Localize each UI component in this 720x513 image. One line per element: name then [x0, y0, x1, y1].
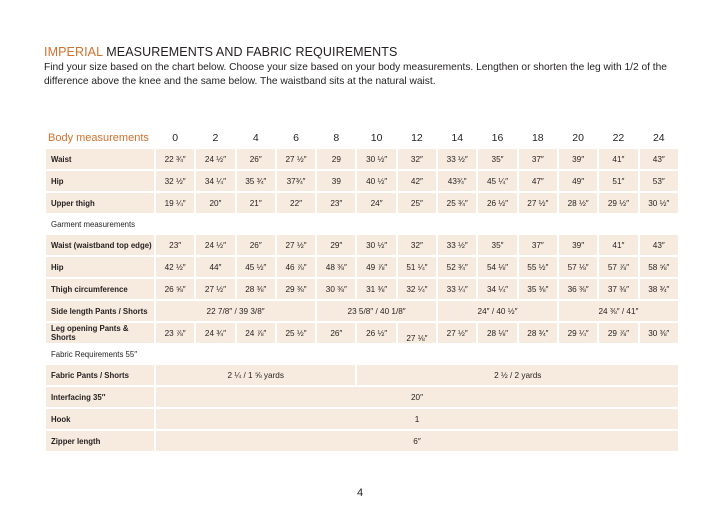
table-cell: 36 ⅜″	[559, 279, 597, 299]
table-cell: 26 ½″	[478, 193, 516, 213]
table-cell: 32 ¼″	[398, 279, 436, 299]
table-cell: 35″	[478, 235, 516, 255]
table-cell: 43¾″	[438, 171, 476, 191]
table-cell: 48 ⅜″	[317, 257, 355, 277]
table-cell: 53″	[640, 171, 678, 191]
merged-cell: 23 5/8″ / 40 1/8″	[317, 301, 436, 321]
table-cell: 51 ¼″	[398, 257, 436, 277]
table-cell: 30 ⅜″	[317, 279, 355, 299]
table-cell: 26″	[237, 149, 275, 169]
table-cell: 24 ¾″	[196, 323, 234, 343]
body-measurements-header: Body measurements	[48, 131, 149, 144]
size-chart-table	[44, 126, 680, 453]
table-cell: 23″	[317, 193, 355, 213]
table-cell: 29 ½″	[599, 193, 637, 213]
size-header: 2	[212, 131, 219, 144]
table-cell: 38 ¾″	[640, 279, 678, 299]
table-cell: 54 ⅛″	[478, 257, 516, 277]
size-header: 20	[572, 131, 584, 144]
table-cell: 37¾″	[277, 171, 315, 191]
page-heading	[44, 45, 397, 59]
table-cell: 37 ⅜″	[599, 279, 637, 299]
table-cell: 27 ½″	[196, 279, 234, 299]
row-label: Zipper length	[46, 431, 154, 451]
table-cell: 28 ¾″	[519, 323, 557, 343]
merged-cell: 24″ / 40 ½″	[438, 301, 557, 321]
table-cell: 30 ⅜″	[640, 323, 678, 343]
table-row	[46, 149, 678, 169]
table-cell: 25″	[398, 193, 436, 213]
table-cell: 21″	[237, 193, 275, 213]
size-header-row	[46, 128, 678, 147]
row-label: Hip	[46, 171, 154, 191]
table-row	[46, 171, 678, 191]
table-cell: 29	[317, 149, 355, 169]
merged-cell: 2 ¼ / 1 ⅝ yards	[156, 365, 355, 385]
table-cell: 34 ¼″	[196, 171, 234, 191]
table-cell: 52 ¾″	[438, 257, 476, 277]
table-row	[46, 279, 678, 299]
table-cell: 32″	[398, 149, 436, 169]
table-cell: 33 ¼″	[438, 279, 476, 299]
table-cell: 33 ½″	[438, 235, 476, 255]
table-row	[46, 387, 678, 407]
table-cell: 28 ⅛″	[478, 323, 516, 343]
table-cell: 39″	[559, 149, 597, 169]
table-cell: 47″	[519, 171, 557, 191]
row-label: Interfacing 35″	[46, 387, 154, 407]
table-cell: 28 ⅜″	[237, 279, 275, 299]
table-cell: 42″	[398, 171, 436, 191]
intro-text: Find your size based on the chart below. Choose your size based on your body measurements. Lengthen or shorten the leg with 1/2 of the difference above the knee and the same below. The waistband sits at the natural waist.	[44, 62, 667, 87]
row-label: Hook	[46, 409, 154, 429]
table-cell: 32″	[398, 235, 436, 255]
table-cell: 26″	[317, 323, 355, 343]
table-row	[46, 409, 678, 429]
table-row	[46, 365, 678, 385]
table-cell: 58 ⅝″	[640, 257, 678, 277]
size-header: 0	[172, 131, 179, 144]
section-row	[46, 345, 678, 363]
size-header: 6	[293, 131, 299, 144]
table-cell: 27 ½″	[438, 323, 476, 343]
table-cell: 26 ½″	[357, 323, 395, 343]
table-cell: 40 ½″	[357, 171, 395, 191]
merged-cell: 1	[156, 409, 678, 429]
merged-cell: 20″	[156, 387, 678, 407]
table-cell: 35 ⅜″	[519, 279, 557, 299]
table-cell: 32 ½″	[156, 171, 194, 191]
table-cell: 41″	[599, 149, 637, 169]
table-cell: 29 ⅞″	[599, 323, 637, 343]
page-number: 4	[356, 487, 364, 499]
table-cell: 34 ¼″	[478, 279, 516, 299]
table-cell: 41″	[599, 235, 637, 255]
table-cell: 27 ½″	[519, 193, 557, 213]
table-cell: 23 ⅞″	[156, 323, 194, 343]
table-cell: 29 ⅜″	[277, 279, 315, 299]
table-cell: 57 ⅞″	[599, 257, 637, 277]
table-cell: 39″	[559, 235, 597, 255]
size-header: 14	[451, 131, 464, 144]
table-cell: 22″	[277, 193, 315, 213]
table-cell: 26″	[237, 235, 275, 255]
table-cell: 45 ¼″	[478, 171, 516, 191]
table-cell: 25 ½″	[277, 323, 315, 343]
table-cell: 23″	[156, 235, 194, 255]
garment-measurements-title: Garment measurements	[46, 215, 678, 233]
table-cell: 24 ½″	[196, 149, 234, 169]
table-cell: 57 ⅛″	[559, 257, 597, 277]
table-cell: 20″	[196, 193, 234, 213]
table-cell: 35″	[478, 149, 516, 169]
merged-cell: 24 ⅜″ / 41″	[559, 301, 678, 321]
size-header: 8	[333, 131, 340, 144]
size-header: 16	[491, 131, 504, 144]
table-cell: 19 ¼″	[156, 193, 194, 213]
table-cell: 46 ⅞″	[277, 257, 315, 277]
table-cell: 25 ¾″	[438, 193, 476, 213]
table-row	[46, 301, 678, 321]
section-row	[46, 215, 678, 233]
row-label: Waist	[46, 149, 154, 169]
table-cell: 24 ½″	[196, 235, 234, 255]
table-cell: 33 ½″	[438, 149, 476, 169]
table-cell: 51″	[599, 171, 637, 191]
table-row	[46, 257, 678, 277]
table-cell: 27 ½″	[277, 149, 315, 169]
heading-rest: MEASUREMENTS AND FABRIC REQUIREMENTS	[102, 45, 398, 59]
size-header: 10	[370, 131, 383, 144]
table-cell: 37″	[519, 235, 557, 255]
table-row	[46, 431, 678, 451]
table-cell: 30 ½″	[640, 193, 678, 213]
size-header: 22	[612, 131, 625, 144]
row-label: Side length Pants / Shorts	[46, 301, 154, 321]
table-cell: 30 ½″	[357, 235, 395, 255]
table-cell: 29 ¼″	[559, 323, 597, 343]
row-label: Hip	[46, 257, 154, 277]
table-cell: 24 ⅞″	[237, 323, 275, 343]
heading-accent: IMPERIAL	[44, 45, 103, 59]
table-row	[46, 323, 678, 343]
table-cell: 49″	[559, 171, 597, 191]
row-label: Upper thigh	[46, 193, 154, 213]
table-cell: 31 ⅜″	[357, 279, 395, 299]
table-cell: 27 ½″	[277, 235, 315, 255]
table-cell: 55 ½″	[519, 257, 557, 277]
size-header: 24	[652, 131, 665, 144]
table-cell: 37″	[519, 149, 557, 169]
table-cell: 22 ¾″	[156, 149, 194, 169]
row-label: Waist (waistband top edge)	[46, 235, 154, 255]
table-cell: 42 ½″	[156, 257, 194, 277]
size-header: 18	[531, 131, 544, 144]
table-cell: 27 ⅛″	[398, 323, 436, 343]
table-cell: 39	[317, 171, 355, 191]
table-cell: 49 ⅞″	[357, 257, 395, 277]
table-cell: 29″	[317, 235, 355, 255]
table-cell: 45 ½″	[237, 257, 275, 277]
table-cell: 26 ⅝″	[156, 279, 194, 299]
table-cell: 28 ½″	[559, 193, 597, 213]
size-header: 4	[252, 131, 259, 144]
table-cell: 35 ¾″	[237, 171, 275, 191]
table-cell: 43″	[640, 149, 678, 169]
table-cell: 24″	[357, 193, 395, 213]
row-label: Fabric Pants / Shorts	[46, 365, 154, 385]
merged-cell: 22 7/8″ / 39 3/8″	[156, 301, 315, 321]
table-row	[46, 193, 678, 213]
size-header: 12	[411, 131, 423, 144]
row-label: Thigh circumference	[46, 279, 154, 299]
table-cell: 43″	[640, 235, 678, 255]
table-row	[46, 235, 678, 255]
merged-cell: 6″	[156, 431, 678, 451]
table-cell: 30 ½″	[357, 149, 395, 169]
table-cell: 44″	[196, 257, 234, 277]
fabric-requirements-title: Fabric Requirements 55″	[46, 345, 678, 363]
merged-cell: 2 ½ / 2 yards	[357, 365, 678, 385]
row-label: Leg opening Pants & Shorts	[46, 323, 154, 343]
